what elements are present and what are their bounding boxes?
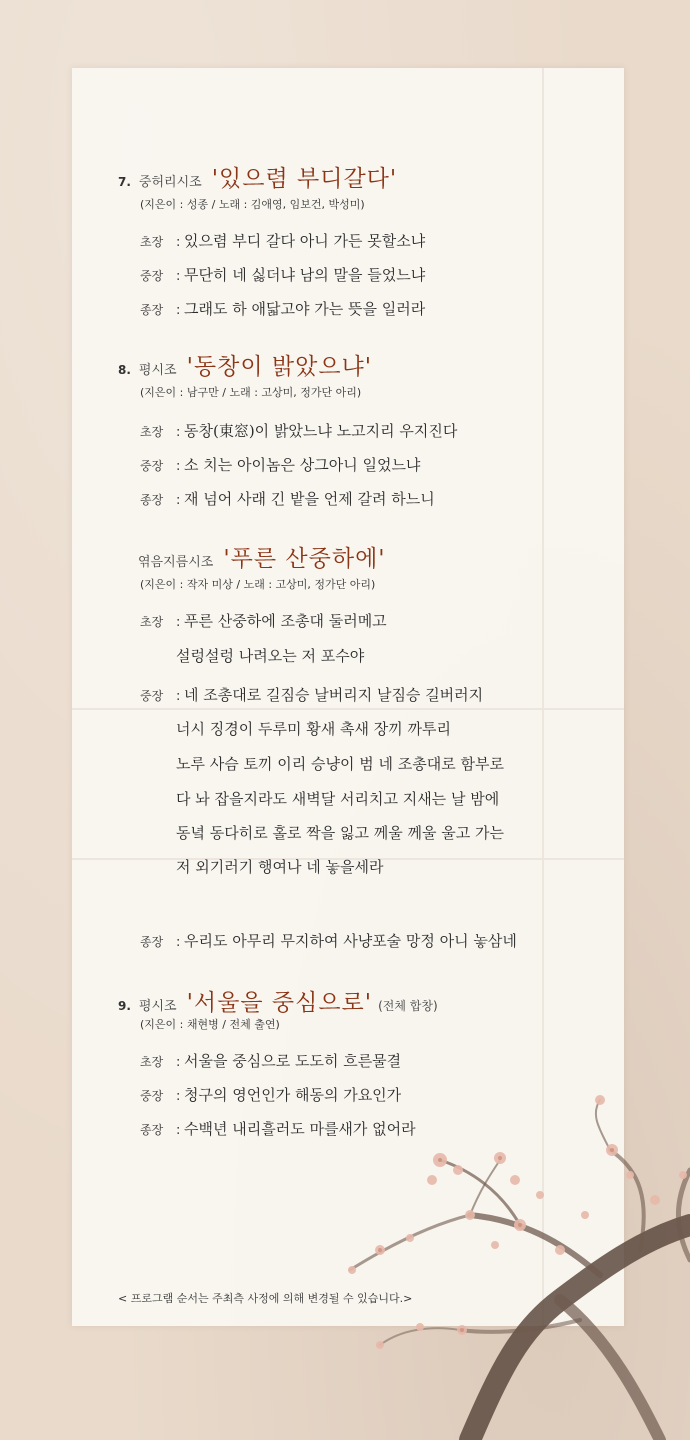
section-number: 9. xyxy=(118,999,131,1013)
verse-line: 종장 : 수백년 내리흘러도 마를새가 없어라 xyxy=(140,1120,416,1138)
verse-text: 푸른 산중하에 조총대 둘러메고 xyxy=(184,612,387,630)
verse-text: 서울을 중심으로 도도히 흐른물결 xyxy=(184,1052,402,1070)
section-title: '동창이 밝았으냐' xyxy=(186,354,373,380)
section-9-heading xyxy=(118,984,438,1017)
section-credit: (지은이 : 작자 미상 / 노래 : 고상미, 정가단 아리) xyxy=(140,578,376,591)
verse-line: 중장 : 네 조총대로 길짐승 날버리지 날짐승 길버러지 xyxy=(140,686,484,704)
verse-label: 종장 xyxy=(140,935,164,949)
section-eokkeum-heading xyxy=(138,540,386,573)
verse-label: 종장 xyxy=(140,1123,164,1137)
verse-label: 중장 xyxy=(140,689,164,703)
section-number: 7. xyxy=(118,175,131,189)
verse-text: 동창(東窓)이 밝았느냐 노고지리 우지진다 xyxy=(184,422,458,440)
verse-line: 초장 : 있으렴 부디 갈다 아니 가든 못할소냐 xyxy=(140,232,426,250)
verse-label: 초장 xyxy=(140,615,164,629)
verse-continuation: 저 외기러기 행여나 네 놓을세라 xyxy=(176,858,384,876)
verse-line: 중장 : 소 치는 아이놈은 상그아니 일었느냐 xyxy=(140,456,421,474)
section-title: '서울을 중심으로' xyxy=(186,990,373,1016)
verse-text: 수백년 내리흘러도 마를새가 없어라 xyxy=(184,1120,416,1138)
section-credit: (지은이 : 남구만 / 노래 : 고상미, 정가단 아리) xyxy=(140,386,362,399)
section-8-heading xyxy=(118,348,372,381)
verse-label: 초장 xyxy=(140,235,164,249)
verse-text: 있으렴 부디 갈다 아니 가든 못할소냐 xyxy=(184,232,426,250)
verse-line: 종장 : 그래도 하 애닯고야 가는 뜻을 일러라 xyxy=(140,300,426,318)
section-genre: 중허리시조 xyxy=(138,175,202,190)
verse-label: 중장 xyxy=(140,269,164,283)
section-credit: (지은이 : 성종 / 노래 : 김애영, 임보건, 박성미) xyxy=(140,198,365,211)
section-genre: 평시조 xyxy=(138,999,177,1014)
verse-line: 초장 : 동창(東窓)이 밝았느냐 노고지리 우지진다 xyxy=(140,422,458,440)
verse-line: 종장 : 재 넘어 사래 긴 밭을 언제 갈려 하느니 xyxy=(140,490,435,508)
verse-text: 재 넘어 사래 긴 밭을 언제 갈려 하느니 xyxy=(184,490,435,508)
verse-line: 중장 : 청구의 영언인가 해동의 가요인가 xyxy=(140,1086,402,1104)
verse-continuation: 다 놔 잡을지라도 새벽달 서리치고 지새는 날 밤에 xyxy=(176,790,500,808)
verse-line: 초장 : 서울을 중심으로 도도히 흐른물결 xyxy=(140,1052,402,1070)
verse-label: 중장 xyxy=(140,459,164,473)
section-title-note: (전체 합창) xyxy=(378,999,438,1013)
verse-line: 초장 : 푸른 산중하에 조총대 둘러메고 xyxy=(140,612,387,630)
verse-text: 소 치는 아이놈은 상그아니 일었느냐 xyxy=(184,456,421,474)
verse-line: 종장 : 우리도 아무리 무지하여 사냥포술 망정 아니 놓삼네 xyxy=(140,932,517,950)
verse-continuation: 동녘 동다히로 홀로 짝을 잃고 께울 께울 울고 가는 xyxy=(176,824,504,842)
section-genre: 평시조 xyxy=(138,363,177,378)
section-number: 8. xyxy=(118,363,131,377)
verse-continuation: 설렁설렁 나려오는 저 포수야 xyxy=(176,647,365,665)
verse-line: 중장 : 무단히 네 싫더냐 남의 말을 들었느냐 xyxy=(140,266,426,284)
section-title: '푸른 산중하에' xyxy=(223,546,386,572)
section-genre: 엮음지름시조 xyxy=(138,555,214,570)
verse-label: 초장 xyxy=(140,425,164,439)
verse-label: 중장 xyxy=(140,1089,164,1103)
verse-label: 종장 xyxy=(140,303,164,317)
verse-text: 무단히 네 싫더냐 남의 말을 들었느냐 xyxy=(184,266,426,284)
verse-label: 초장 xyxy=(140,1055,164,1069)
verse-text: 네 조총대로 길짐승 날버리지 날짐승 길버러지 xyxy=(184,686,484,704)
verse-continuation: 너시 징경이 두루미 황새 촉새 장끼 까투리 xyxy=(176,720,451,738)
program-notice: < 프로그램 순서는 주최측 사정에 의해 변경될 수 있습니다.> xyxy=(118,1292,413,1305)
verse-label: 종장 xyxy=(140,493,164,507)
verse-text: 우리도 아무리 무지하여 사냥포술 망정 아니 놓삼네 xyxy=(184,932,517,950)
section-7-heading xyxy=(118,160,397,193)
verse-text: 그래도 하 애닯고야 가는 뜻을 일러라 xyxy=(184,300,426,318)
verse-text: 청구의 영언인가 해동의 가요인가 xyxy=(184,1086,402,1104)
section-credit: (지은이 : 채현병 / 전체 출연) xyxy=(140,1018,280,1031)
section-title: '있으렴 부디갈다' xyxy=(211,166,398,192)
verse-continuation: 노루 사슴 토끼 이리 승냥이 범 네 조총대로 함부로 xyxy=(176,755,504,773)
